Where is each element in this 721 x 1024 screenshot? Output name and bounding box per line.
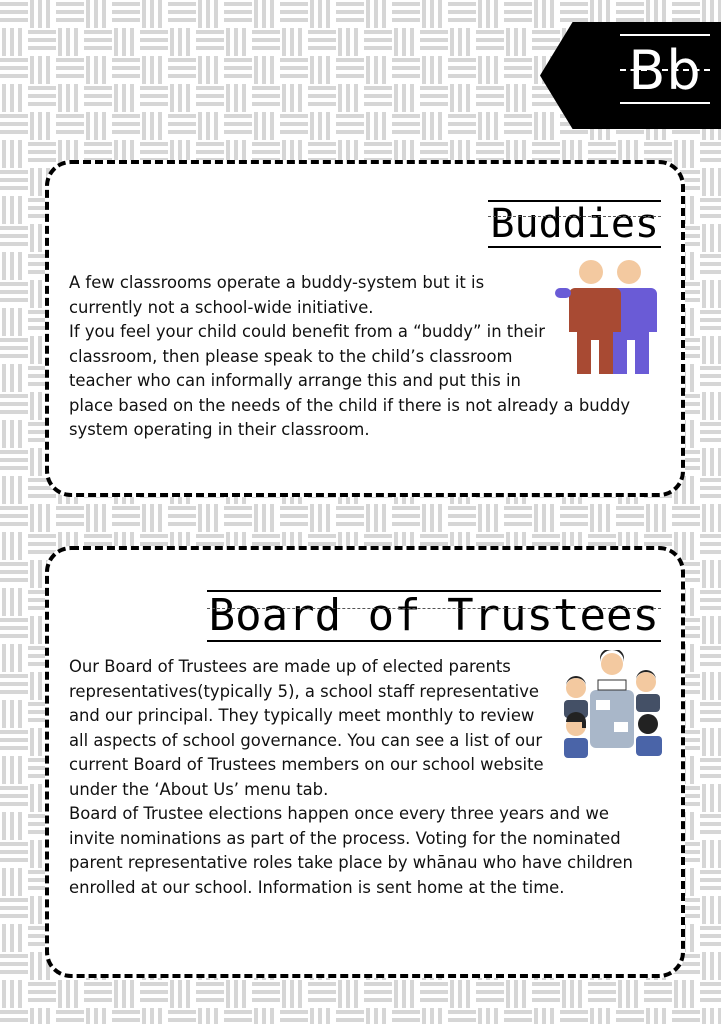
buddies-heading xyxy=(488,200,661,248)
buddies-paragraph-2: If you feel your child could benefit from a “buddy” in their classroom, then please speak to the child’s classroom teacher who can informally arrange this and put this in place based on the needs of the child if there is not already a buddy system operating in their classroom. xyxy=(69,322,631,439)
tab-letters: Bb xyxy=(620,34,710,104)
board-title: Board of Trustees xyxy=(208,590,659,641)
buddies-title: Buddies xyxy=(490,201,659,247)
meeting-icon xyxy=(560,650,666,766)
board-heading xyxy=(207,590,661,642)
board-paragraph-1: Our Board of Trustees are made up of elected parents representatives(typically 5), a school staff representative and our principal. They typically meet monthly to review all aspects of school governance. You can see a list of our current Board of Trustees members on our school website under the ‘About Us’ menu tab. xyxy=(69,657,544,799)
buddies-paragraph-1: A few classrooms operate a buddy-system but it is currently not a school-wide initiative. xyxy=(69,273,485,317)
board-paragraph-2: Board of Trustee elections happen once every three years and we invite nominations as part of the process. Voting for the nominated parent representative roles take place by whānau who have children enrolled at our school. Information is sent home at the time. xyxy=(69,804,633,897)
buddies-icon xyxy=(555,258,659,374)
